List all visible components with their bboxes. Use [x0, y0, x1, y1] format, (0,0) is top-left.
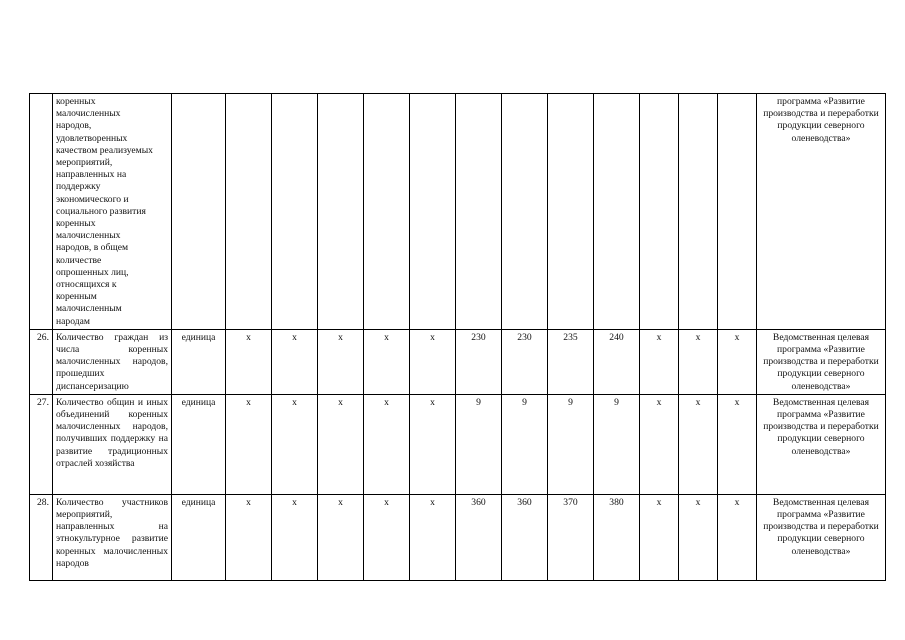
value-cell: 9 — [548, 394, 594, 494]
value-cell: х — [272, 494, 318, 580]
value-cell: 230 — [502, 329, 548, 394]
value-cell — [502, 94, 548, 330]
row-number-cell — [30, 94, 53, 330]
value-cell: 9 — [456, 394, 502, 494]
value-cell: х — [364, 494, 410, 580]
value-cell: х — [272, 394, 318, 494]
row-number-cell: 26. — [30, 329, 53, 394]
unit-cell: единица — [172, 329, 226, 394]
value-cell: х — [226, 494, 272, 580]
value-cell: х — [640, 394, 679, 494]
value-cell: 9 — [502, 394, 548, 494]
row-number-cell: 28. — [30, 494, 53, 580]
value-cell: х — [318, 494, 364, 580]
unit-cell — [172, 94, 226, 330]
value-cell: 235 — [548, 329, 594, 394]
value-cell: х — [718, 329, 757, 394]
value-cell: 230 — [456, 329, 502, 394]
indicator-name-cell: Количество участников мероприятий, направленных на этнокультурное развитие коренных малочисленных народов — [53, 494, 172, 580]
value-cell — [679, 94, 718, 330]
row-number-cell: 27. — [30, 394, 53, 494]
value-cell — [364, 94, 410, 330]
value-cell — [318, 94, 364, 330]
value-cell: х — [272, 329, 318, 394]
indicator-name-cell: коренных малочисленных народов, удовлетворенных качеством реализуемых мероприятий, направленных на поддержку экономического и социального развития коренных малочисленных народов, в общем количестве опрошенных лиц, относящихся к коренным малочисленным народам — [53, 94, 172, 330]
source-program-cell: программа «Развитие производства и переработки продукции северного оленеводства» — [757, 94, 886, 330]
source-program-cell: Ведомственная целевая программа «Развитие производства и переработки продукции северного оленеводства» — [757, 329, 886, 394]
table-row — [30, 394, 886, 494]
value-cell: х — [410, 394, 456, 494]
value-cell: х — [226, 394, 272, 494]
source-program-cell: Ведомственная целевая программа «Развитие производства и переработки продукции северного оленеводства» — [757, 494, 886, 580]
value-cell: х — [364, 394, 410, 494]
value-cell: х — [679, 394, 718, 494]
value-cell: х — [718, 394, 757, 494]
value-cell — [226, 94, 272, 330]
value-cell: 360 — [456, 494, 502, 580]
value-cell — [456, 94, 502, 330]
indicator-name-cell: Количество граждан из числа коренных малочисленных народов, прошедших диспансеризацию — [53, 329, 172, 394]
unit-cell: единица — [172, 394, 226, 494]
value-cell: х — [410, 329, 456, 394]
value-cell — [548, 94, 594, 330]
indicators-table — [29, 93, 886, 581]
value-cell: х — [226, 329, 272, 394]
value-cell: х — [640, 494, 679, 580]
value-cell — [640, 94, 679, 330]
value-cell: х — [640, 329, 679, 394]
value-cell: 380 — [594, 494, 640, 580]
value-cell — [410, 94, 456, 330]
value-cell — [594, 94, 640, 330]
table-row — [30, 494, 886, 580]
unit-cell: единица — [172, 494, 226, 580]
value-cell: х — [364, 329, 410, 394]
value-cell: 9 — [594, 394, 640, 494]
value-cell: 370 — [548, 494, 594, 580]
value-cell: х — [679, 329, 718, 394]
value-cell: 240 — [594, 329, 640, 394]
indicator-name-cell: Количество общин и иных объединений коренных малочисленных народов, получивших поддержку на развитие традиционных отраслей хозяйства — [53, 394, 172, 494]
table-row — [30, 94, 886, 330]
value-cell: х — [410, 494, 456, 580]
value-cell: х — [718, 494, 757, 580]
value-cell: х — [679, 494, 718, 580]
table-row — [30, 329, 886, 394]
value-cell: х — [318, 329, 364, 394]
value-cell: х — [318, 394, 364, 494]
source-program-cell: Ведомственная целевая программа «Развитие производства и переработки продукции северного оленеводства» — [757, 394, 886, 494]
value-cell — [718, 94, 757, 330]
value-cell: 360 — [502, 494, 548, 580]
value-cell — [272, 94, 318, 330]
